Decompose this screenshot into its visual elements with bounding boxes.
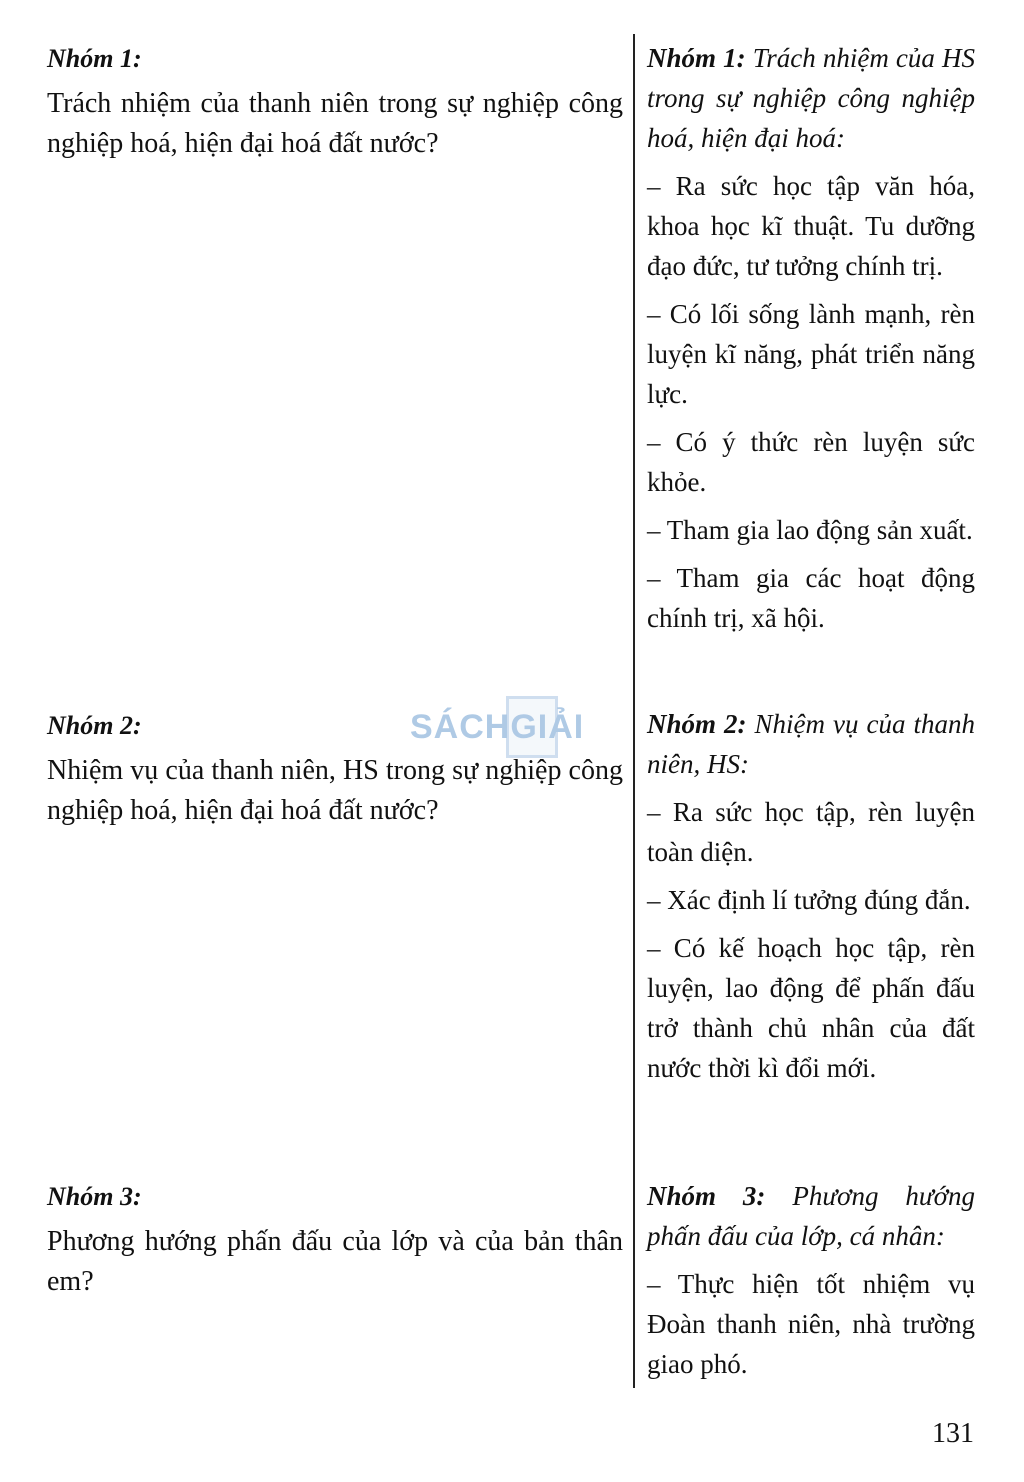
- group-3-heading: Nhóm 3:: [47, 1182, 142, 1211]
- group-1-answer-label: Nhóm 1:: [647, 43, 746, 73]
- group-1-heading: Nhóm 1:: [47, 44, 142, 73]
- watermark-text-a: SÁCH: [410, 708, 511, 746]
- watermark-logo: [410, 694, 620, 764]
- group-1-point-4: – Tham gia lao động sản xuất.: [647, 515, 973, 545]
- group-3-point-1: – Thực hiện tốt nhiệm vụ Đoàn thanh niên, nhà trường giao phó.: [647, 1269, 975, 1379]
- group-2-answer-title-text: Nhiệm vụ của thanh niên, HS:: [647, 709, 976, 779]
- group-2-question: Nhiệm vụ của thanh niên, HS trong sự nghiệp công nghiệp hoá, hiện đại hoá đất nước?: [47, 755, 623, 826]
- group-1-answer-block: [647, 38, 975, 638]
- group-2-answer-block: [647, 704, 975, 1088]
- column-divider: [633, 34, 635, 1388]
- group-1-point-2: – Có lối sống lành mạnh, rèn luyện kĩ năng, phát triển năng lực.: [647, 299, 975, 409]
- group-3-answer-label: Nhóm 3:: [647, 1181, 766, 1211]
- group-2-answer-title: [647, 704, 975, 784]
- group-1-point-5: – Tham gia các hoạt động chính trị, xã hội.: [647, 563, 975, 633]
- group-2-point-3: – Có kế hoạch học tập, rèn luyện, lao động để phấn đấu trở thành chủ nhân của đất nước thời kì đổi mới.: [647, 933, 975, 1083]
- group-3-answer-title: [647, 1176, 975, 1256]
- page-number: 131: [932, 1418, 974, 1449]
- watermark-text: [410, 708, 584, 747]
- group-1-answer-title: [647, 38, 975, 158]
- group-2-point-1: – Ra sức học tập, rèn luyện toàn diện.: [647, 797, 975, 867]
- group-3-answer-title-text: Phương hướng phấn đấu của lớp, cá nhân:: [647, 1181, 975, 1251]
- group-1-point-3: – Có ý thức rèn luyện sức khỏe.: [647, 427, 975, 497]
- group-1-point-1: – Ra sức học tập văn hóa, khoa học kĩ thuật. Tu dưỡng đạo đức, tư tưởng chính trị.: [647, 171, 975, 281]
- group-3-answer-block: [647, 1176, 975, 1384]
- group-2-heading: Nhóm 2:: [47, 711, 142, 740]
- group-1-question: Trách nhiệm của thanh niên trong sự nghiệp công nghiệp hoá, hiện đại hoá đất nước?: [47, 88, 623, 159]
- group-1-answer-title-text: Trách nhiệm của HS trong sự nghiệp công nghiệp hoá, hiện đại hoá:: [647, 43, 976, 153]
- group-3-question-block: [47, 1178, 623, 1302]
- group-1-question-block: [47, 40, 623, 164]
- group-2-answer-label: Nhóm 2:: [647, 709, 747, 739]
- group-2-point-2: – Xác định lí tưởng đúng đắn.: [647, 885, 971, 915]
- group-3-question: Phương hướng phấn đấu của lớp và của bản thân em?: [47, 1226, 623, 1297]
- watermark-text-b: GIẢI: [510, 708, 585, 746]
